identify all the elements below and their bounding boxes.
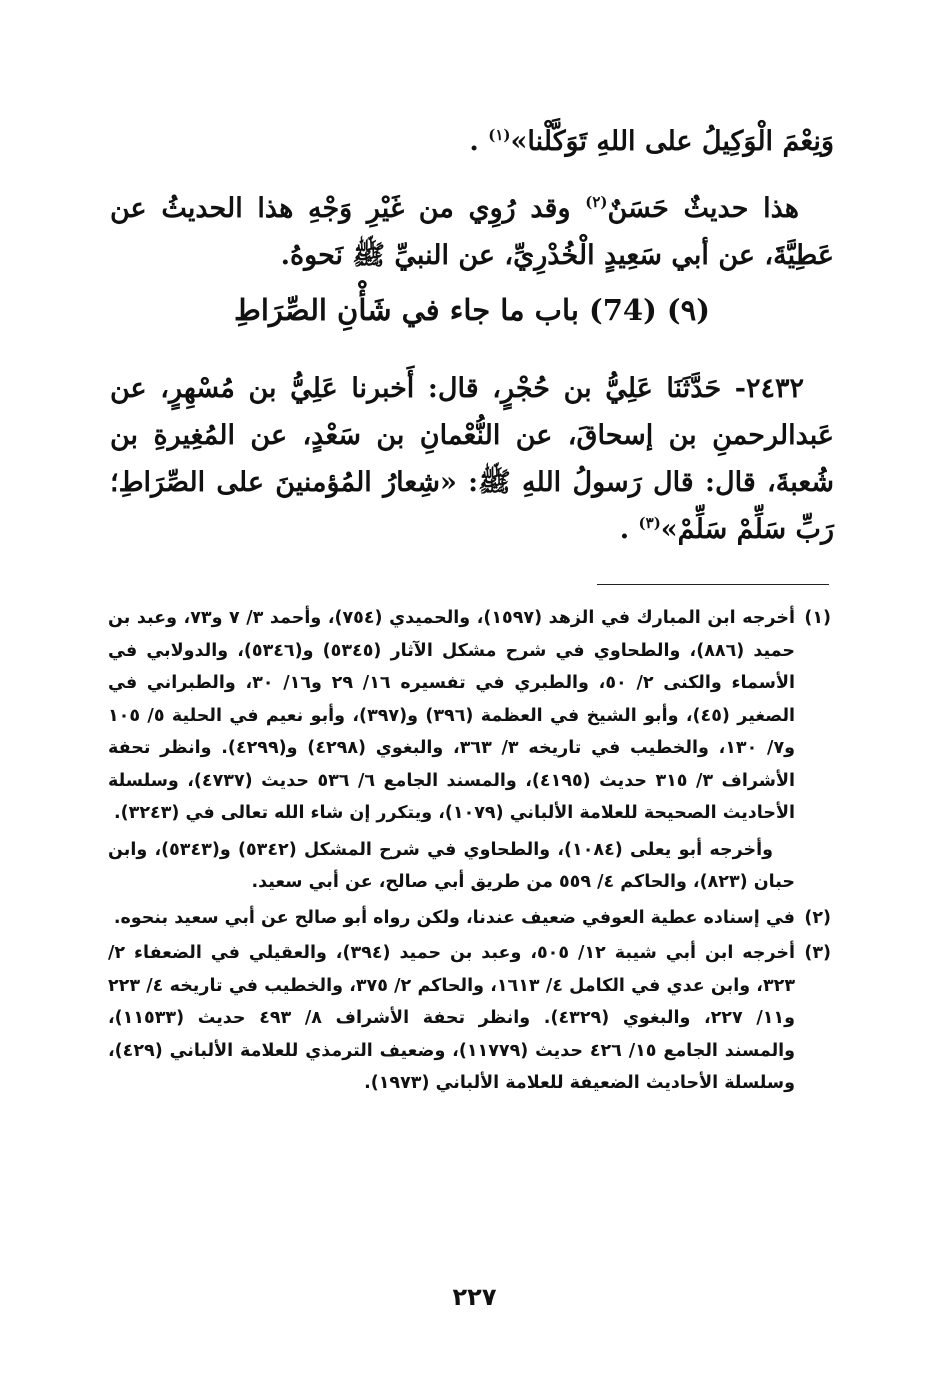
commentary-paragraph xyxy=(110,185,834,279)
commentary-start: هذا حديثٌ حَسَنٌ xyxy=(607,193,800,224)
chapter-heading: (٩) (74) باب ما جاء في شَأْنِ الصِّرَاطِ xyxy=(234,293,710,327)
footnote-2 xyxy=(108,902,831,935)
footnote-text: في إسناده عطية العوفي ضعيف عندنا، ولكن رواه أبو صالح عن أبي سعيد بنحوه. xyxy=(113,907,795,928)
hadith-paragraph xyxy=(110,365,834,553)
footnote-text: أخرجه ابن المبارك في الزهد (١٥٩٧)، والحميدي (٧٥٤)، وأحمد ٣/ ٧ و٧٣، وعبد بن حميد (٨٨٦)، والطحاوي في شرح مشكل الآثار (٥٣٤٥) و(٥٣٤٦)، والدولابي في الأسماء والكنى ٢/ ٥٠، والطبري في تفسيره ١٦/ ٢٩ و١٦/ ٣٠، والطبراني في الصغير (٤٥)، وأبو الشيخ في العظمة (٣٩٦) و(٣٩٧)، وأبو نعيم في الحلية ٥/ ١٠٥ و٧/ ١٣٠، والخطيب في تاريخه ٣/ ٣٦٣، والبغوي (٤٢٩٨) و(٤٢٩٩). وانظر تحفة الأشراف ٣/ ٣١٥ حديث (٤١٩٥)، والمسند الجامع ٦/ ٥٣٦ حديث (٤٧٣٧)، وسلسلة الأحاديث الصحيحة للعلامة الألباني (١٠٧٩)، ويتكرر إن شاء الله تعالى في (٣٢٤٣). xyxy=(108,608,796,823)
page-number: ٢٢٧ xyxy=(452,1283,497,1311)
footnote-text: أخرجه ابن أبي شيبة ١٢/ ٥٠٥، وعبد بن حميد (٣٩٤)، والعقيلي في الضعفاء ٢/ ٣٢٣، وابن عدي في الكامل ٤/ ١٦١٣، والحاكم ٢/ ٣٧٥، والخطيب في تاريخه ٤/ ٢٢٣ و١١/ ٢٢٧، والبغوي (٤٣٢٩). وانظر تحفة الأشراف ٨/ ٤٩٣ حديث (١١٥٣٣)، والمسند الجامع ١٥/ ٤٢٦ حديث (١١٧٧٩)، وضعيف الترمذي للعلامة الألباني (٤٢٩)، وسلسلة الأحاديث الضعيفة للعلامة الألباني (١٩٧٣). xyxy=(108,943,796,1093)
verse-end: . xyxy=(469,126,489,157)
footnote-divider xyxy=(597,584,829,585)
footnote-number: (٢) xyxy=(804,907,831,928)
footnote-1 xyxy=(108,602,831,899)
footnote-body xyxy=(108,902,795,935)
footnote-3 xyxy=(108,937,831,1100)
footnote-extra-text: وأخرجه أبو يعلى (١٠٨٤)، والطحاوي في شرح المشكل (٥٣٤٢) و(٥٣٤٣)، وابن حبان (٨٢٣)، والحاكم ٤/ ٥٥٩ من طريق أبي صالح، عن أبي سعيد. xyxy=(108,839,795,892)
verse-text: وَنِعْمَ الْوَكِيلُ على اللهِ تَوَكَّلْنا» xyxy=(510,126,834,157)
commentary-rest: وقد رُوِي من غَيْرِ وَجْهِ هذا الحديثُ عن عَطِيَّةَ، عن أبي سَعِيدٍ الْخُدْرِيِّ، عن النبيِّ ﷺ نَحوهُ. xyxy=(110,193,834,271)
footnote-ref-2[interactable]: (٢) xyxy=(585,193,608,211)
footnote-ref-3[interactable]: (٣) xyxy=(638,514,661,532)
footnote-number: (١) xyxy=(804,608,831,628)
hadith-text: ٢٤٣٢- حَدَّثَنَا عَلِيُّ بن حُجْرٍ، قال: أَخبرنا عَلِيُّ بن مُسْهِرٍ، عن عَبدالرحمنِ بن إسحاقَ، عن النُّعْمانِ بن سَعْدٍ، عن المُغِيرةِ بن شُعبةَ، قال: قال رَسولُ اللهِ ﷺ: «شِعارُ المُؤمنينَ على الصِّرَاطِ؛ رَبِّ سَلِّمْ سَلِّمْ» xyxy=(110,373,834,545)
hadith-end: . xyxy=(619,514,639,545)
footnotes-section xyxy=(108,602,831,1100)
footnote-body xyxy=(108,937,795,1100)
footnote-ref-1[interactable]: (١) xyxy=(488,126,511,144)
footnote-number: (٣) xyxy=(804,943,831,963)
verse-continuation xyxy=(110,118,834,165)
footnote-body xyxy=(108,602,795,899)
